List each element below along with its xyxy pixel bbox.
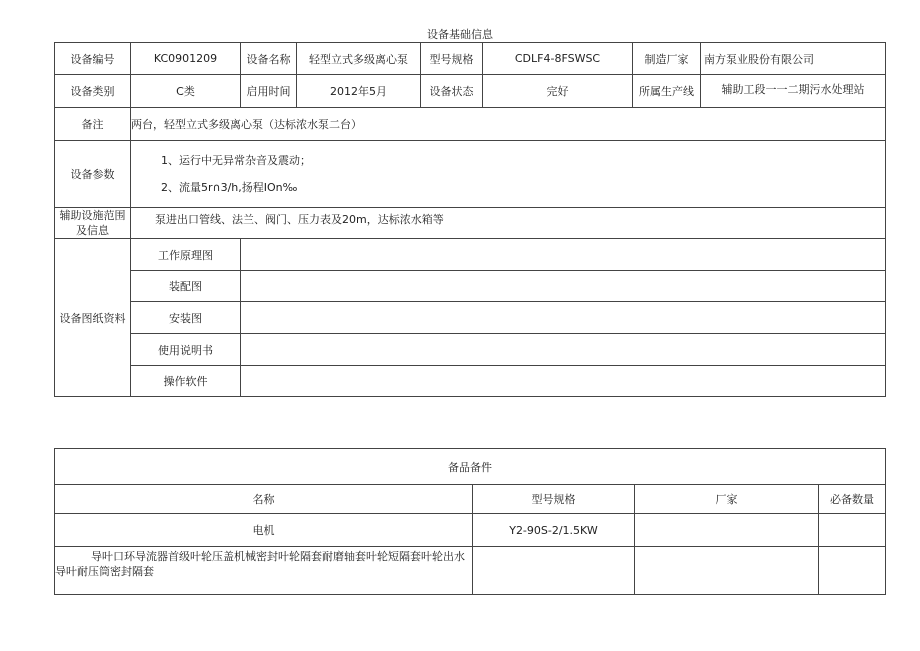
equipment-name-value: 轻型立式多级离心泵 [297,43,421,75]
drawing-item-4-value [241,334,886,366]
page-title: 设备基础信息 [427,28,493,41]
drawing-item-3: 安装图 [131,302,241,334]
drawing-row-4 [55,334,886,366]
remark-value: 两台，轻型立式多级离心泵（达标浓水泵二台） [131,108,886,141]
spare-title: 备品备件 [55,449,886,485]
spare-header-maker: 厂家 [635,485,819,514]
drawing-item-1: 工作原理图 [131,239,241,271]
model-value: CDLF4-8FSWSC [483,43,633,75]
equipment-id-label: 设备编号 [55,43,131,75]
spare-name: 电机 [55,514,473,547]
aux-label: 辅助设施范围及信息 [55,208,131,239]
spare-header-row [55,485,886,514]
spare-name: 导叶口环导流器首级叶轮压盖机械密封叶轮隔套耐磨轴套叶轮短隔套叶轮出水导叶耐压筒密封隔套 [55,547,473,595]
drawing-row-2 [55,271,886,302]
spare-maker [635,547,819,595]
category-value: C类 [131,75,241,108]
spare-row [55,547,886,595]
aux-row [55,208,886,239]
spare-model [473,547,635,595]
spare-qty [819,547,886,595]
drawing-row-1 [55,239,886,271]
drawing-item-1-value [241,239,886,271]
remark-label: 备注 [55,108,131,141]
spare-parts-table [54,448,886,595]
production-line-value: 辅助工段一一二期污水处理站 [701,75,886,108]
spare-header-model: 型号规格 [473,485,635,514]
status-value: 完好 [483,75,633,108]
spare-maker [635,514,819,547]
param-line-2: 2、流量5r∩3∕h,扬程IOn‰ [161,181,298,194]
drawings-label: 设备图纸资料 [55,239,131,397]
spare-header-name: 名称 [55,485,473,514]
params-value [131,141,886,208]
drawing-row-5 [55,366,886,397]
spare-qty [819,514,886,547]
start-date-label: 启用时间 [241,75,297,108]
drawing-item-5: 操作软件 [131,366,241,397]
category-label: 设备类别 [55,75,131,108]
model-label: 型号规格 [421,43,483,75]
param-line-1: 1、运行中无异常杂音及震动； [161,154,311,167]
maker-value: 南方泵业股份有限公司 [701,43,886,75]
spare-header-qty: 必备数量 [819,485,886,514]
spare-model: Y2-90S-2/1.5KW [473,514,635,547]
spare-title-row [55,449,886,485]
status-label: 设备状态 [421,75,483,108]
production-line-label: 所属生产线 [633,75,701,108]
drawing-row-3 [55,302,886,334]
drawing-item-3-value [241,302,886,334]
aux-value: 泵进出口管线、法兰、阀门、压力表及20m，达标浓水箱等 [131,208,886,239]
maker-label: 制造厂家 [633,43,701,75]
remark-row [55,108,886,141]
info-row-2 [55,75,886,108]
drawing-item-2: 装配图 [131,271,241,302]
params-row [55,141,886,208]
spare-row [55,514,886,547]
drawing-item-4: 使用说明书 [131,334,241,366]
equipment-name-label: 设备名称 [241,43,297,75]
equipment-info-table [54,42,886,397]
drawing-item-5-value [241,366,886,397]
drawing-item-2-value [241,271,886,302]
params-label: 设备参数 [55,141,131,208]
info-row-1 [55,43,886,75]
start-date-value: 2012年5月 [297,75,421,108]
equipment-id-value: KC0901209 [131,43,241,75]
